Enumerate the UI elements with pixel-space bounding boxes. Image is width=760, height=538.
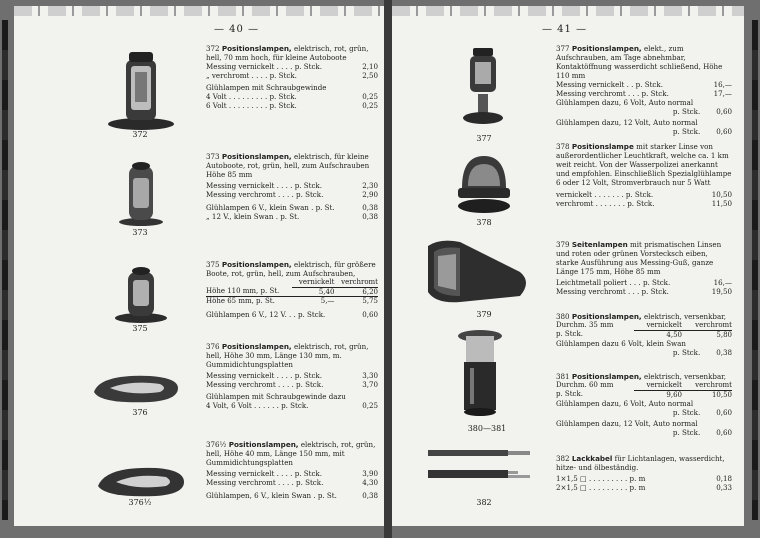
figure-label: 373	[132, 228, 148, 237]
price-label: Messing verchromt . . . p. Stck.	[556, 287, 669, 296]
column-header: vernickelt	[634, 321, 682, 330]
price-value: 16,—	[713, 80, 732, 89]
figure-label: 379	[476, 310, 492, 319]
table-cell: 5,80	[716, 330, 732, 339]
price-value: 4,30	[362, 478, 378, 487]
table-cell: 5,40	[318, 287, 335, 296]
item-number: 377	[556, 44, 570, 53]
price-table	[556, 381, 732, 399]
item-description: elektrisch, versenkbar,	[643, 372, 727, 381]
price-label: Messing vernickelt . . p. Stck.	[556, 80, 663, 89]
price-value: 0,60	[716, 107, 732, 116]
table-cell: 6,20	[362, 287, 378, 296]
column-header: vernickelt	[292, 278, 334, 287]
item-description: elektrisch, für kleine Autoboote, rot, grün, hell, zum Aufschrauben Höhe 85 mm	[206, 152, 370, 179]
item-description: mit prismatischen Linsen und roten oder grünen Vorstecksch eiben, starke Ausführung aus Messing-Guß, ganze Länge 175 mm, Höhe 85 mm	[556, 240, 722, 276]
price-label: Messing vernickelt . . . . p. Stck.	[206, 371, 322, 380]
price-label: Messing vernickelt . . . . p. Stck.	[206, 181, 322, 190]
bulb-subheading: Glühlampen dazu, 12 Volt, Auto normal	[556, 118, 698, 127]
item-title: Seitenlampen	[571, 240, 628, 249]
price-value: 3,90	[362, 469, 378, 478]
catalog-entry-378	[556, 142, 732, 208]
item-title: Positionslampen,	[221, 44, 292, 53]
price-value: 0,60	[362, 309, 378, 319]
price-table	[206, 278, 378, 306]
table-cell: 5,75	[362, 297, 378, 305]
price-label: Messing verchromt . . . . p. Stck.	[206, 478, 324, 487]
page-top-tabs	[392, 6, 744, 16]
item-description: für Lichtanlagen, wasserdicht, hitze- und ölbeständig.	[556, 454, 725, 472]
cable-382-illustration	[424, 444, 534, 496]
price-label: p. Stck.	[672, 428, 701, 437]
price-label: Messing verchromt . . . p. Stck.	[556, 89, 669, 98]
item-title: Positionslampen,	[571, 44, 642, 53]
price-value: 3,30	[362, 371, 378, 380]
price-label: Glühlampen 6 V., klein Swan . p. St.	[206, 203, 335, 212]
price-value: 19,50	[711, 287, 732, 296]
item-number: 380	[556, 312, 570, 321]
price-value: 0,38	[362, 212, 378, 221]
price-value: 3,70	[362, 380, 378, 389]
price-value: 2,50	[362, 71, 378, 80]
figure-label: 377	[476, 134, 492, 143]
column-header: verchromt	[682, 321, 732, 330]
item-number: 381	[556, 372, 570, 381]
lamp-376-illustration	[90, 370, 182, 406]
item-number: 376	[206, 342, 220, 351]
item-number: 375	[206, 260, 220, 269]
page-number: — 41 —	[542, 24, 588, 35]
table-row-label: p. Stck.	[556, 390, 583, 399]
item-title: Positionslampen,	[221, 342, 292, 351]
item-description: elektrisch, rot, grün, hell, Höhe 30 mm, Länge 130 mm, m. Gummidichtungsplatten	[206, 342, 369, 369]
price-value: 0,25	[362, 401, 378, 410]
item-description: elektrisch, für größere Boote, rot, grün, hell, zum Aufschrauben,	[206, 260, 376, 278]
item-title: Positionslampen,	[221, 152, 292, 161]
price-value: 0,18	[716, 474, 732, 483]
bulb-subheading: Glühlampen mit Schraubgewinde	[206, 83, 327, 92]
catalog-entry-376	[206, 342, 378, 410]
price-label: p. Stck.	[672, 127, 701, 136]
left-catalog-page	[14, 6, 384, 526]
table-row-label: Höhe 110 mm, p. St.	[206, 287, 280, 296]
lamp-375-illustration	[114, 262, 168, 324]
price-table	[556, 321, 732, 339]
table-row-label: p. Stck.	[556, 330, 583, 339]
price-label: p. Stck.	[672, 348, 701, 357]
price-label: Glühlampen, 6 V., klein Swan . p. St.	[206, 491, 337, 500]
price-label: 4 Volt, 6 Volt . . . . . . p. Stck.	[206, 401, 309, 410]
table-cell: 5,—	[320, 297, 335, 305]
table-cell: 4,50	[666, 330, 682, 339]
item-title: Lackkabel	[571, 454, 613, 463]
catalog-entry-372	[206, 44, 378, 110]
price-label: „ 12 V., klein Swan . p. St.	[206, 212, 300, 221]
price-label: 4 Volt . . . . . . . . . p. Stck.	[206, 92, 297, 101]
price-label: Leichtmetall poliert . . . p. Stck.	[556, 278, 671, 287]
catalog-entry-375	[206, 260, 378, 319]
price-value: 2,90	[362, 190, 378, 199]
price-value: 0,25	[362, 101, 378, 110]
price-label: Messing verchromt . . . . p. Stck.	[206, 190, 324, 199]
lamp-373-illustration	[118, 156, 164, 226]
figure-label: 376½	[128, 498, 152, 507]
price-value: 0,38	[716, 348, 732, 357]
item-number: 378	[556, 142, 570, 151]
item-title: Positionslampen,	[571, 312, 642, 321]
price-value: 0,60	[716, 428, 732, 437]
price-label: p. Stck.	[672, 408, 701, 417]
table-row-label: Höhe 65 mm, p. St.	[206, 297, 275, 305]
figure-label: 382	[476, 498, 492, 507]
price-value: 0,38	[362, 491, 378, 500]
item-title: Positionslampen,	[221, 260, 292, 269]
lamp-380-381-illustration	[452, 328, 508, 424]
price-label: p. Stck.	[672, 107, 701, 116]
price-label: 2×1,5 □ . . . . . . . . . p. m	[556, 483, 646, 492]
price-value: 11,50	[711, 199, 732, 208]
table-row-label: Durchm. 35 mm	[556, 321, 614, 330]
price-value: 0,25	[362, 92, 378, 101]
catalog-entry-381	[556, 372, 732, 437]
lamp-376-half-illustration	[94, 462, 186, 500]
price-label: Glühlampen 6 V., 12 V. . . p. Stck.	[206, 309, 326, 319]
table-row-label: Durchm. 60 mm	[556, 381, 614, 390]
price-value: 2,30	[362, 181, 378, 190]
column-header: verchromt	[682, 381, 732, 390]
price-value: 16,—	[713, 278, 732, 287]
item-number: 376½	[206, 440, 227, 449]
item-description: elektrisch, rot, grün, hell, Höhe 40 mm, Länge 150 mm, mit Gummidichtungsplatten	[206, 440, 376, 467]
price-value: 17,—	[713, 89, 732, 98]
table-cell: 10,50	[711, 390, 732, 399]
figure-label: 378	[476, 218, 492, 227]
lamp-372-illustration	[106, 40, 176, 130]
item-title: Positionslampen,	[571, 372, 642, 381]
page-number: — 40 —	[214, 24, 260, 35]
figure-label: 375	[132, 324, 148, 333]
right-catalog-page	[392, 6, 744, 526]
item-description: elektrisch, rot, grün, hell, 70 mm hoch, für kleine Autoboote	[206, 44, 369, 62]
bulb-subheading: Glühlampen dazu, 12 Volt, Auto normal	[556, 419, 698, 428]
bulb-subheading: Glühlampen mit Schraubgewinde dazu	[206, 392, 346, 401]
price-value: 0,60	[716, 408, 732, 417]
page-top-tabs	[14, 6, 384, 16]
item-number: 373	[206, 152, 220, 161]
item-title: Positionslampen,	[228, 440, 299, 449]
catalog-entry-376-half	[206, 440, 378, 500]
price-label: „ verchromt . . . . p. Stck.	[206, 71, 297, 80]
price-label: 6 Volt . . . . . . . . . p. Stck.	[206, 101, 297, 110]
bulb-subheading: Glühlampen dazu 6 Volt, klein Swan	[556, 339, 686, 348]
figure-label: 372	[132, 130, 148, 139]
price-value: 2,10	[362, 62, 378, 71]
item-description: mit starker Linse von außerordentlicher Leuchtkraft, welche ca. 1 km weit reicht. Von der Wasserpolizei anerkannt und empfohlen. Einschließlich Spezialglühlampe 6 oder 12 Volt, Stromverbrauch nur 5 Watt	[556, 142, 732, 187]
price-value: 0,33	[716, 483, 732, 492]
figure-label: 376	[132, 408, 148, 417]
price-value: 10,50	[711, 190, 732, 199]
catalog-entry-382	[556, 454, 732, 492]
lamp-377-illustration	[460, 46, 506, 134]
price-label: Messing vernickelt . . . . p. Stck.	[206, 469, 322, 478]
price-label: Messing verchromt . . . . p. Stck.	[206, 380, 324, 389]
catalog-entry-379	[556, 240, 732, 296]
item-description: elekt., zum Aufschrauben, am Tage abnehmbar, Kontaktöffnung wasserdicht schließend, Höhe 110 mm	[556, 44, 723, 80]
price-value: 0,60	[716, 127, 732, 136]
lamp-378-illustration	[452, 148, 516, 218]
catalog-entry-380	[556, 312, 732, 357]
item-number: 382	[556, 454, 570, 463]
item-number: 379	[556, 240, 570, 249]
catalog-entry-373	[206, 152, 378, 221]
price-label: 1×1,5 □ . . . . . . . . . p. m	[556, 474, 646, 483]
bulb-subheading: Glühlampen dazu, 6 Volt, Auto normal	[556, 399, 694, 408]
price-label: vernickelt . . . . . . . p. Stck.	[556, 190, 654, 199]
price-value: 0,38	[362, 203, 378, 212]
book-gutter	[384, 0, 392, 538]
item-number: 372	[206, 44, 220, 53]
lamp-379-illustration	[420, 232, 536, 310]
price-label: verchromt . . . . . . . p. Stck.	[556, 199, 655, 208]
figure-label: 380—381	[467, 424, 507, 433]
item-description: elektrisch, versenkbar,	[643, 312, 727, 321]
left-edge-strip	[2, 20, 8, 520]
right-edge-strip	[752, 20, 758, 520]
price-label: Messing vernickelt . . . . p. Stck.	[206, 62, 322, 71]
catalog-entry-377	[556, 44, 732, 136]
table-cell: 9,60	[666, 390, 682, 399]
bulb-subheading: Glühlampen dazu, 6 Volt, Auto normal	[556, 98, 694, 107]
item-title: Positionslampe	[571, 142, 634, 151]
column-header: verchromt	[334, 278, 378, 287]
column-header: vernickelt	[634, 381, 682, 390]
